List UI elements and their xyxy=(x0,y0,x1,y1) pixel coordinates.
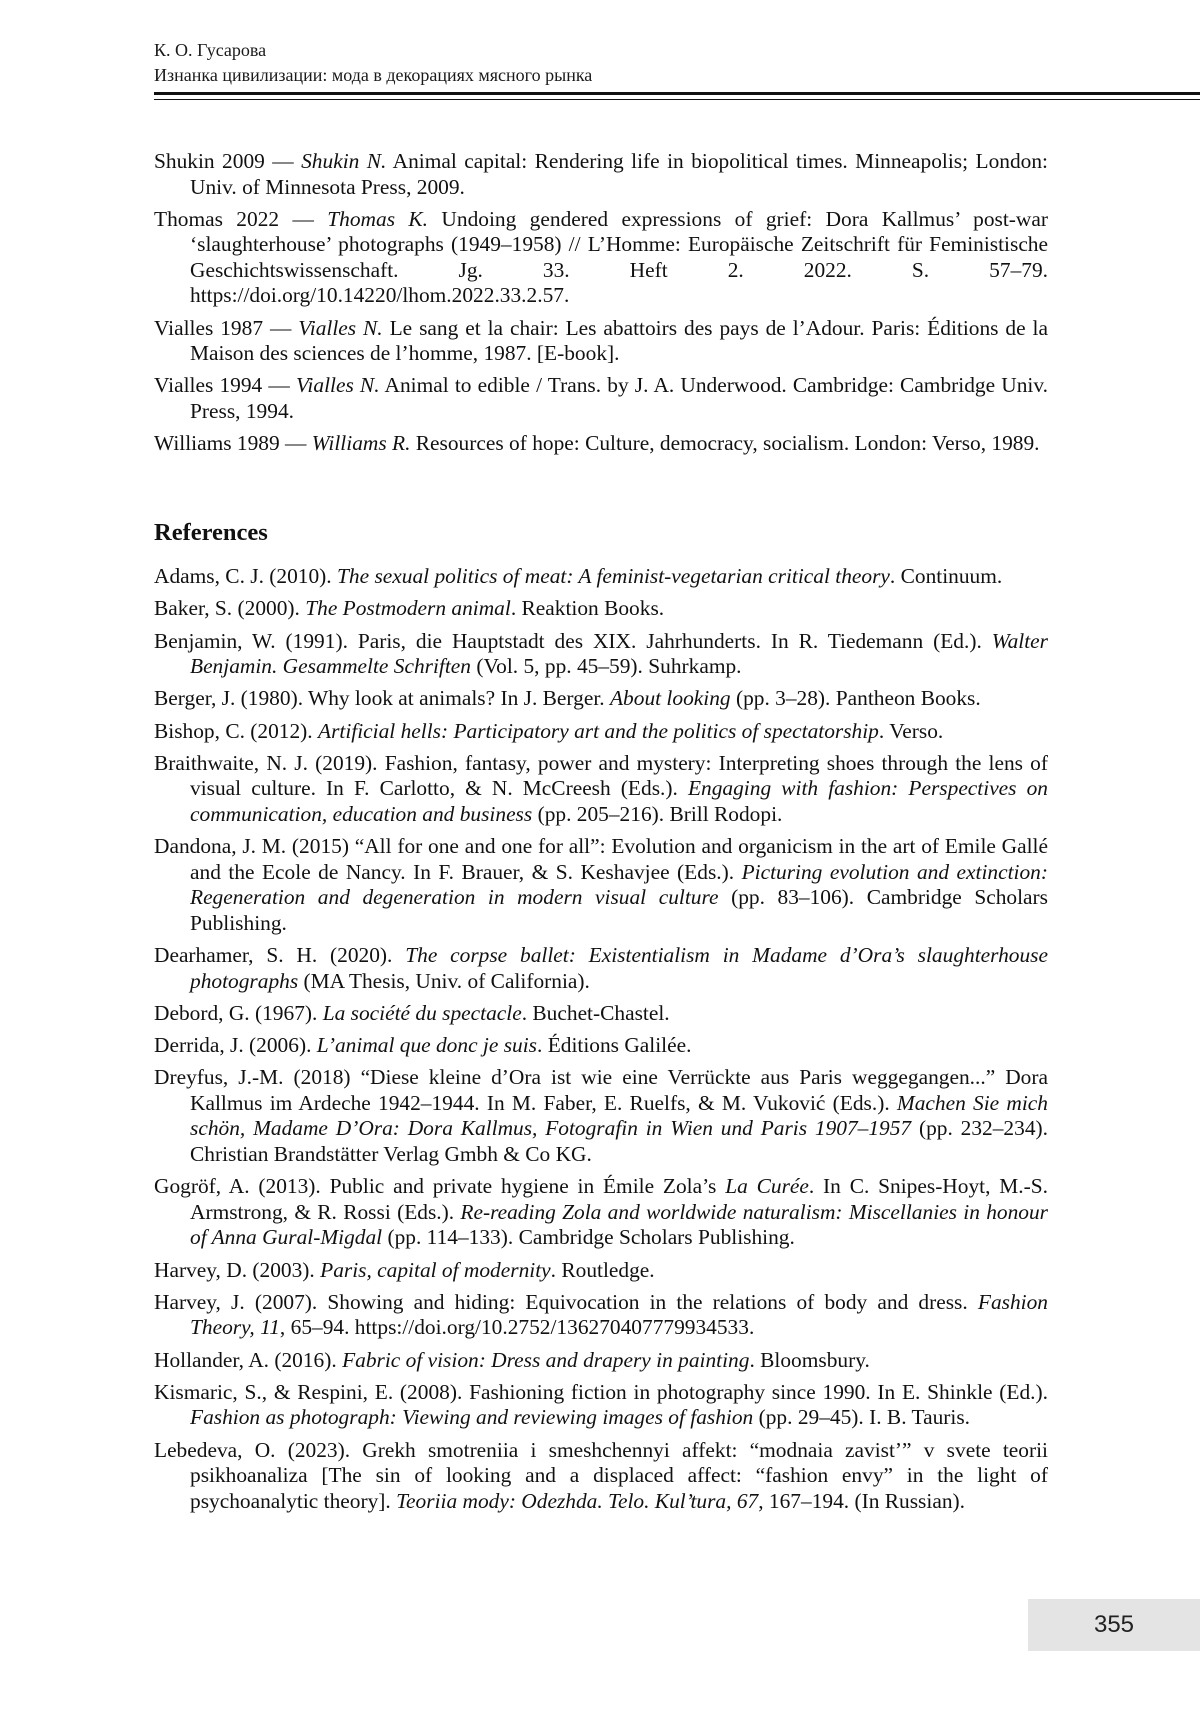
reference-entry xyxy=(154,751,1048,828)
reference-text: , 167–194. (In Russian). xyxy=(758,1488,965,1513)
reference-entry xyxy=(154,373,1048,424)
reference-text: Animal capital: Rendering life in biopolitical times. Minneapolis; London: Univ. of Minnesota Press, 2009. xyxy=(190,149,1048,199)
reference-italic-text: Vialles N. xyxy=(298,315,383,340)
reference-key: Thomas 2022 — xyxy=(154,206,328,231)
reference-italic-text: The corpse ballet: Existentialism in Madame d’Ora’s slaughterhouse photographs xyxy=(190,943,1048,993)
reference-italic-text: Fashion Theory, 11 xyxy=(190,1289,1048,1340)
reference-entry xyxy=(154,207,1048,309)
reference-entry xyxy=(154,719,1048,745)
reference-entry xyxy=(154,1065,1048,1167)
reference-italic-text: Fashion as photograph: Viewing and reviewing images of fashion xyxy=(190,1405,754,1430)
reference-italic-text: Engaging with fashion: Perspectives on communication, education and business xyxy=(190,776,1048,826)
reference-italic-text: Picturing evolution and extinction: Regeneration and degeneration in modern visual culture xyxy=(190,859,1048,910)
reference-text: Debord, G. (1967). xyxy=(154,1000,323,1025)
reference-text: Undoing gendered expressions of grief: Dora Kallmus’ post-war ‘slaughterhouse’ photographs (1949–1958) // L’Homme: Europäische Zeitschrift für Feministische Geschichtswissenschaft. Jg. 33. Heft 2. 2022. S. 57–79. https://doi.org/10.14220/lhom.2022.33.2.57. xyxy=(190,206,1048,308)
reference-entry xyxy=(154,1348,1048,1374)
running-head-author: К. О. Гусарова xyxy=(154,40,267,60)
references-heading: References xyxy=(154,519,268,546)
reference-entry xyxy=(154,1258,1048,1284)
reference-text: Dandona, J. M. (2015) “All for one and one for all”: Evolution and organicism in the art of Emile Gallé and the Ecole de Nancy. In F. Brauer, & S. Keshavjee (Eds.). xyxy=(154,834,1048,884)
reference-italic-text: L’animal que donc je suis xyxy=(316,1033,537,1058)
reference-text: Derrida, J. (2006). xyxy=(154,1033,317,1058)
reference-text: Animal to edible / Trans. by J. A. Underwood. Cambridge: Cambridge Univ. Press, 1994. xyxy=(190,373,1048,423)
reference-entry xyxy=(154,149,1048,200)
reference-text: , 65–94. https://doi.org/10.2752/136270407779934533. xyxy=(279,1315,755,1340)
reference-entry xyxy=(154,943,1048,994)
reference-italic-text: The sexual politics of meat: A feminist-vegetarian critical theory xyxy=(337,564,890,588)
reference-entry xyxy=(154,316,1048,367)
reference-text: . Verso. xyxy=(878,718,944,743)
header-rule-thick xyxy=(154,92,1200,95)
reference-italic-text: Thomas K. xyxy=(327,206,429,231)
reference-italic-text: Vialles N. xyxy=(295,373,380,398)
reference-entry xyxy=(154,1033,1048,1059)
page-number: 355 xyxy=(1093,1611,1135,1638)
reference-text: (pp. 83–106). Cambridge Scholars Publishing. xyxy=(190,885,1049,935)
reference-text: Dearhamer, S. H. (2020). xyxy=(154,943,406,968)
reference-entry xyxy=(154,1380,1048,1431)
page-number-box xyxy=(1028,1599,1200,1651)
reference-text: (pp. 232–234). Christian Brandstätter Verlag Gmbh & Co KG. xyxy=(190,1116,1048,1166)
reference-text: Harvey, J. (2007). Showing and hiding: Equivocation in the relations of body and dress. xyxy=(154,1289,978,1314)
reference-italic-text: Teoriia mody: Odezhda. Telo. Kul’tura, 67 xyxy=(396,1488,759,1513)
reference-text: Hollander, A. (2016). xyxy=(154,1347,343,1372)
reference-entry xyxy=(154,564,1048,590)
reference-italic-text: Shukin N. xyxy=(301,149,387,173)
reference-key: Vialles 1987 — xyxy=(154,315,299,340)
reference-text: (Vol. 5, pp. 45–59). Suhrkamp. xyxy=(470,654,742,679)
reference-italic-text: Williams R. xyxy=(311,431,411,456)
reference-italic-text: Artificial hells: Participatory art and the politics of spectatorship xyxy=(318,718,879,743)
reference-text: Lebedeva, O. (2023). Grekh smotreniia i smeshchennyi affekt: “modnaia zavist’” v svete teorii psikhoanaliza [The sin of looking and a displaced affect: “fashion envy” in the light of psychoanalytic theory]. xyxy=(154,1437,1048,1513)
reference-italic-text: Walter Benjamin. Gesammelte Schriften xyxy=(190,628,1048,679)
reference-text: Dreyfus, J.-M. (2018) “Diese kleine d’Ora ist wie eine Verrückte aus Paris weggegangen...” Dora Kallmus im Ardeche 1942–1944. In M. Faber, E. Ruelfs, & M. Vuković (Eds.). xyxy=(154,1065,1048,1115)
reference-text: . In C. Snipes-Hoyt, M.-S. Armstrong, & R. Rossi (Eds.). xyxy=(190,1174,1048,1224)
reference-text: Harvey, D. (2003). xyxy=(154,1257,321,1282)
reference-entry xyxy=(154,834,1048,936)
reference-text: Resources of hope: Culture, democracy, socialism. London: Verso, 1989. xyxy=(410,431,1040,456)
reference-italic-text: The Postmodern animal xyxy=(305,596,511,621)
reference-entry xyxy=(154,1001,1048,1027)
reference-text: (pp. 205–216). Brill Rodopi. xyxy=(532,801,783,826)
reference-text: (pp. 114–133). Cambridge Scholars Publishing. xyxy=(382,1225,795,1250)
reference-italic-text: La Curée xyxy=(725,1174,809,1199)
bibliography-list xyxy=(154,149,1048,463)
reference-text: Adams, C. J. (2010). xyxy=(154,564,338,588)
reference-text: . Continuum. xyxy=(889,564,1003,588)
reference-text: Braithwaite, N. J. (2019). Fashion, fantasy, power and mystery: Interpreting shoes through the lens of visual culture. In F. Carlotto, & N. McCreesh (Eds.). xyxy=(154,750,1048,801)
reference-entry xyxy=(154,1290,1048,1341)
reference-text: (pp. 29–45). I. B. Tauris. xyxy=(753,1405,971,1430)
reference-italic-text: About looking xyxy=(609,686,731,711)
reference-key: Williams 1989 — xyxy=(154,431,312,456)
reference-text: (pp. 3–28). Pantheon Books. xyxy=(730,686,981,711)
reference-text: (MA Thesis, Univ. of California). xyxy=(298,968,590,993)
reference-italic-text: Re-reading Zola and worldwide naturalism: Miscellanies in honour of Anna Gural-Migdal xyxy=(190,1199,1049,1250)
reference-entry xyxy=(154,686,1048,712)
references-list xyxy=(154,564,1048,1521)
reference-text: Bishop, C. (2012). xyxy=(154,718,319,743)
reference-entry xyxy=(154,596,1048,622)
reference-text: . Reaktion Books. xyxy=(510,596,665,621)
reference-text: Gogröf, A. (2013). Public and private hygiene in Émile Zola’s xyxy=(154,1174,726,1199)
reference-italic-text: Fabric of vision: Dress and drapery in painting xyxy=(342,1347,750,1372)
reference-entry xyxy=(154,1438,1048,1515)
reference-text: . Éditions Galilée. xyxy=(537,1033,692,1058)
reference-italic-text: Machen Sie mich schön, Madame D’Ora: Dora Kallmus, Fotografin in Wien und Paris 1907–1957 xyxy=(190,1090,1048,1141)
reference-text: Kismaric, S., & Respini, E. (2008). Fashioning fiction in photography since 1990. In E. Shinkle (Ed.). xyxy=(154,1379,1048,1404)
reference-text: Berger, J. (1980). Why look at animals? In J. Berger. xyxy=(154,686,610,711)
reference-italic-text: Paris, capital of modernity xyxy=(320,1257,551,1282)
reference-text: . Bloomsbury. xyxy=(749,1347,870,1372)
reference-key: Vialles 1994 — xyxy=(154,373,296,398)
reference-text: Benjamin, W. (1991). Paris, die Hauptstadt des XIX. Jahrhunderts. In R. Tiedemann (Ed.). xyxy=(154,628,992,653)
running-head-title: Изнанка цивилизации: мода в декорациях мясного рынка xyxy=(154,65,593,85)
reference-text: . Routledge. xyxy=(550,1257,655,1282)
reference-text: . Buchet-Chastel. xyxy=(521,1000,670,1025)
reference-key: Shukin 2009 — xyxy=(154,149,302,173)
reference-text: Le sang et la chair: Les abattoirs des pays de l’Adour. Paris: Éditions de la Maison des sciences de l’homme, 1987. [E-book]. xyxy=(190,315,1048,366)
reference-italic-text: La société du spectacle xyxy=(322,1000,522,1025)
reference-entry xyxy=(154,629,1048,680)
reference-entry xyxy=(154,431,1048,457)
running-head xyxy=(154,38,1200,88)
header-rule-thin xyxy=(154,99,1200,100)
reference-text: Baker, S. (2000). xyxy=(154,596,306,621)
reference-entry xyxy=(154,1174,1048,1251)
